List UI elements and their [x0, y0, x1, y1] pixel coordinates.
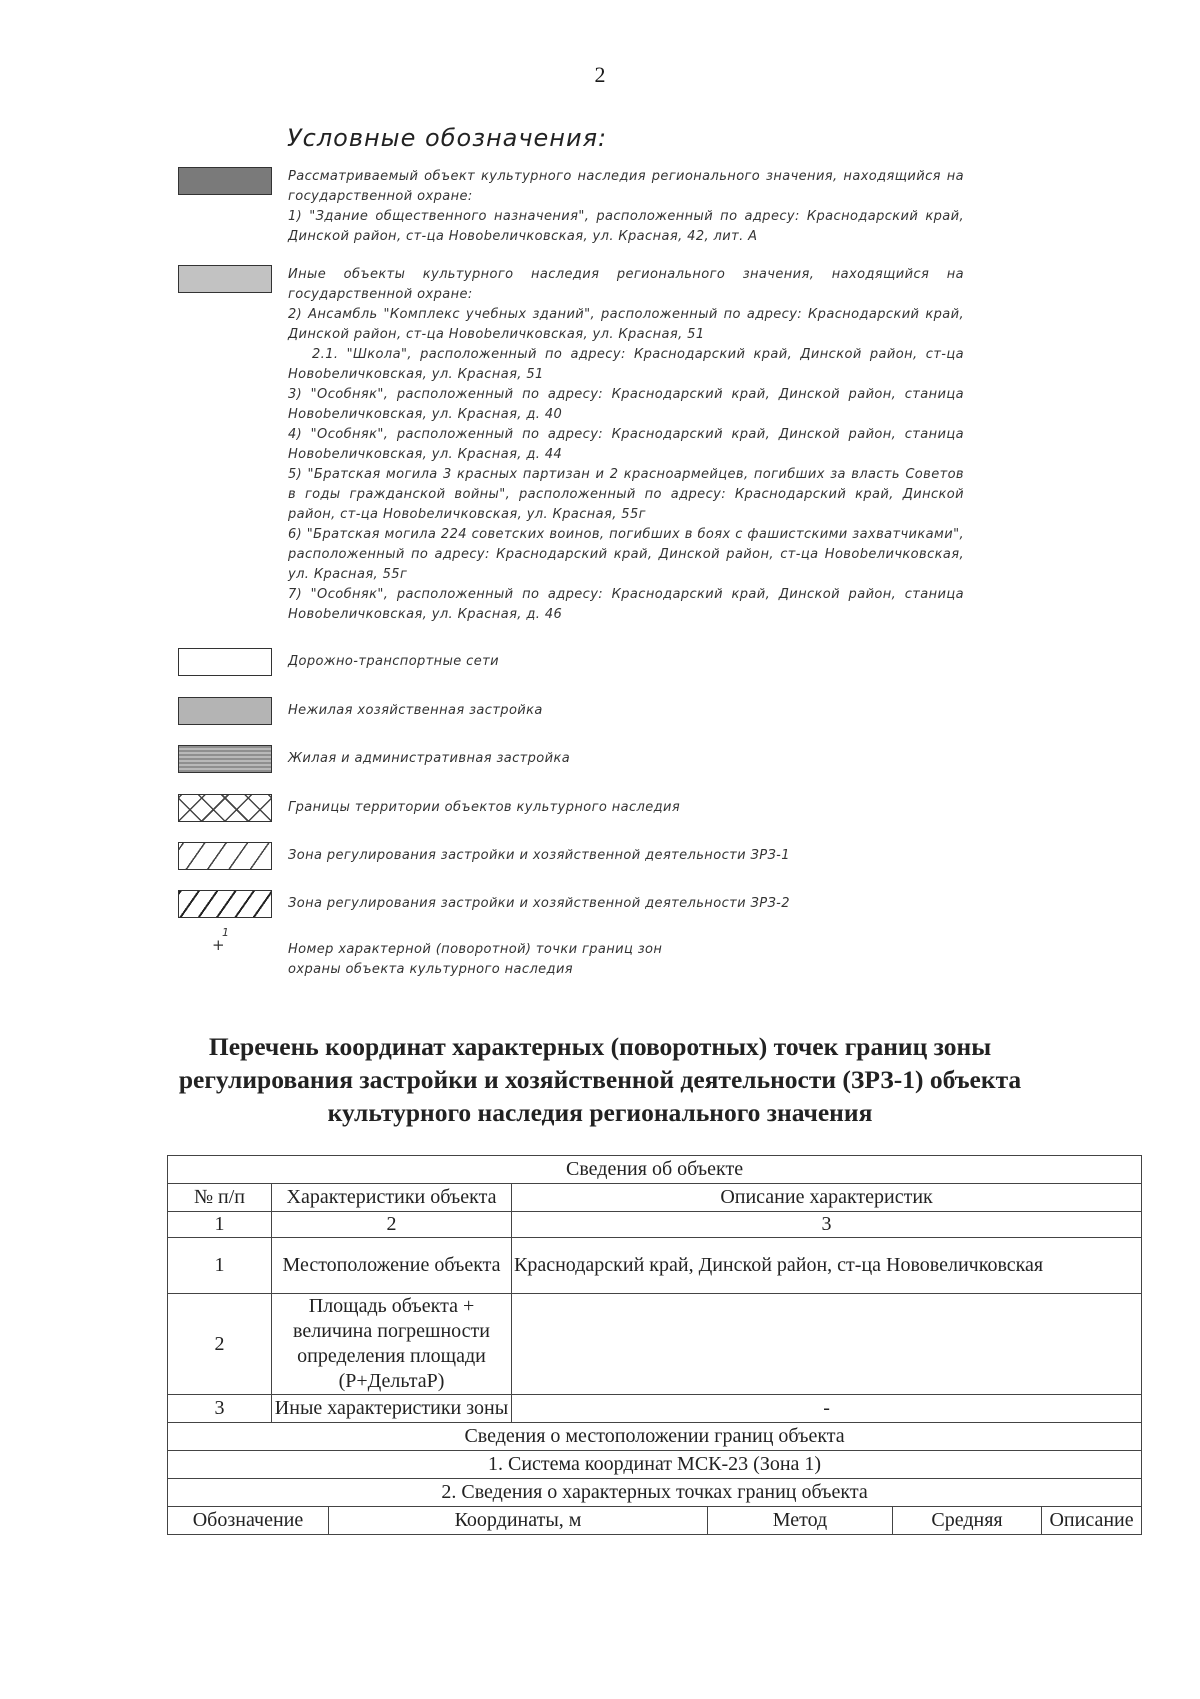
legend-text: 5) "Братская могила 3 красных партизан и 2 красноармейцев, погибших за власть Советов в годы гражданской войны", расположенный по адресу: Краснодарский край, Динской район, ст-ца Новоbеличковская, ул. Красная, 55г [288, 467, 964, 522]
legend-text: Иные объекты культурного наследия регионального значения, находящийся на государственной охране: [288, 267, 964, 302]
legend-swatch-cross-hatch [178, 794, 272, 822]
point-marker-number: 1 [222, 926, 229, 939]
points-header: Средняя [893, 1507, 1042, 1535]
legend-swatch-residential [178, 745, 272, 773]
legend-text: Дорожно-транспортные сети [288, 654, 499, 669]
row-description [512, 1294, 1142, 1395]
col-number: 3 [512, 1212, 1142, 1238]
col-number: 2 [272, 1212, 512, 1238]
points-header: Обозначение [168, 1507, 329, 1535]
legend-swatch-light [178, 265, 272, 293]
row-number: 2 [168, 1294, 272, 1395]
row-characteristic: Местоположение объекта [272, 1238, 512, 1294]
row-number: 3 [168, 1395, 272, 1423]
coord-system: 1. Система координат МСК-23 (Зона 1) [168, 1451, 1142, 1479]
col-number: 1 [168, 1212, 272, 1238]
object-info-table [167, 1155, 1142, 1535]
legend-text: 3) "Особняк", расположенный по адресу: Краснодарский край, Динской район, станица Новоbеличковская, ул. Красная, д. 40 [288, 387, 964, 422]
points-header: Координаты, м [329, 1507, 708, 1535]
row-characteristic: Площадь объекта + величина погрешности определения площади (Р+ДельтаР) [272, 1294, 512, 1395]
heading-line: Перечень координат характерных (поворотных) точек границ зоны [208, 1032, 992, 1061]
legend-swatch-dark [178, 167, 272, 195]
col-header: № п/п [168, 1184, 272, 1212]
legend-text: Границы территории объектов культурного наследия [288, 800, 681, 815]
legend-text: 6) "Братская могила 224 советских воинов, погибших в боях с фашистскими захватчиками", расположенный по адресу: Краснодарский край, Динской район, ст-ца Новоbеличковская, ул. Красная, 55г [288, 527, 964, 582]
table-row [168, 1294, 1142, 1395]
points-title: 2. Сведения о характерных точках границ объекта [168, 1479, 1142, 1507]
legend-text: Жилая и административная застройка [288, 751, 571, 766]
row-description: Краснодарский край, Динской район, ст-ца Нововеличковская [512, 1238, 1142, 1294]
legend-title: Условные обозначения: [287, 124, 608, 152]
legend-text: Рассматриваемый объект культурного наследия регионального значения, находящийся на государственной охране: [288, 169, 964, 204]
row-number: 1 [168, 1238, 272, 1294]
row-characteristic: Иные характеристики зоны [272, 1395, 512, 1423]
page-number: 2 [594, 62, 606, 87]
legend-swatch-nonresidential [178, 697, 272, 725]
table-row [168, 1238, 1142, 1294]
table-row [168, 1395, 1142, 1423]
legend-text: 7) "Особняк", расположенный по адресу: Краснодарский край, Динской район, станица Новоbеличковская, ул. Красная, д. 46 [288, 587, 964, 622]
legend-text: 2) Ансамбль "Комплекс учебных зданий", расположенный по адресу: Краснодарский край, Динской район, ст-ца Новоbеличковская, ул. Красная, 51 [288, 307, 964, 342]
legend-text: Номер характерной (поворотной) точки границ зон охраны объекта культурного наследия [288, 942, 663, 977]
points-header: Описание [1042, 1507, 1142, 1535]
col-header: Характеристики объекта [272, 1184, 512, 1212]
legend-text: Зона регулирования застройки и хозяйственной деятельности ЗРЗ-2 [288, 896, 790, 911]
legend-text: Нежилая хозяйственная застройка [288, 703, 543, 718]
table-heading [150, 1030, 1050, 1129]
point-marker-icon: + 1 [212, 926, 229, 954]
legend-swatch-roads [178, 648, 272, 676]
legend-text: 1) "Здание общественного назначения", расположенный по адресу: Краснодарский край, Динской район, ст-ца Новоbеличковская, ул. Красная, 42, лит. А [288, 209, 964, 244]
legend-text: 2.1. "Школа", расположенный по адресу: Краснодарский край, Динской район, ст-ца Новоbеличковская, ул. Красная, 51 [288, 347, 964, 382]
legend-text: Зона регулирования застройки и хозяйственной деятельности ЗРЗ-1 [288, 848, 790, 863]
row-description: - [512, 1395, 1142, 1423]
heading-line: культурного наследия регионального значения [327, 1098, 873, 1127]
legend-text: 4) "Особняк", расположенный по адресу: Краснодарский край, Динской район, станица Новоbеличковская, ул. Красная, д. 44 [288, 427, 964, 462]
section-title-object: Сведения об объекте [168, 1156, 1142, 1184]
section-title-location: Сведения о местоположении границ объекта [168, 1423, 1142, 1451]
col-header: Описание характеристик [512, 1184, 1142, 1212]
legend-swatch-hatch-zrz1 [178, 842, 272, 870]
legend-swatch-hatch-zrz2 [178, 890, 272, 918]
points-header: Метод [708, 1507, 893, 1535]
heading-line: регулирования застройки и хозяйственной деятельности (ЗРЗ-1) объекта [178, 1065, 1022, 1094]
